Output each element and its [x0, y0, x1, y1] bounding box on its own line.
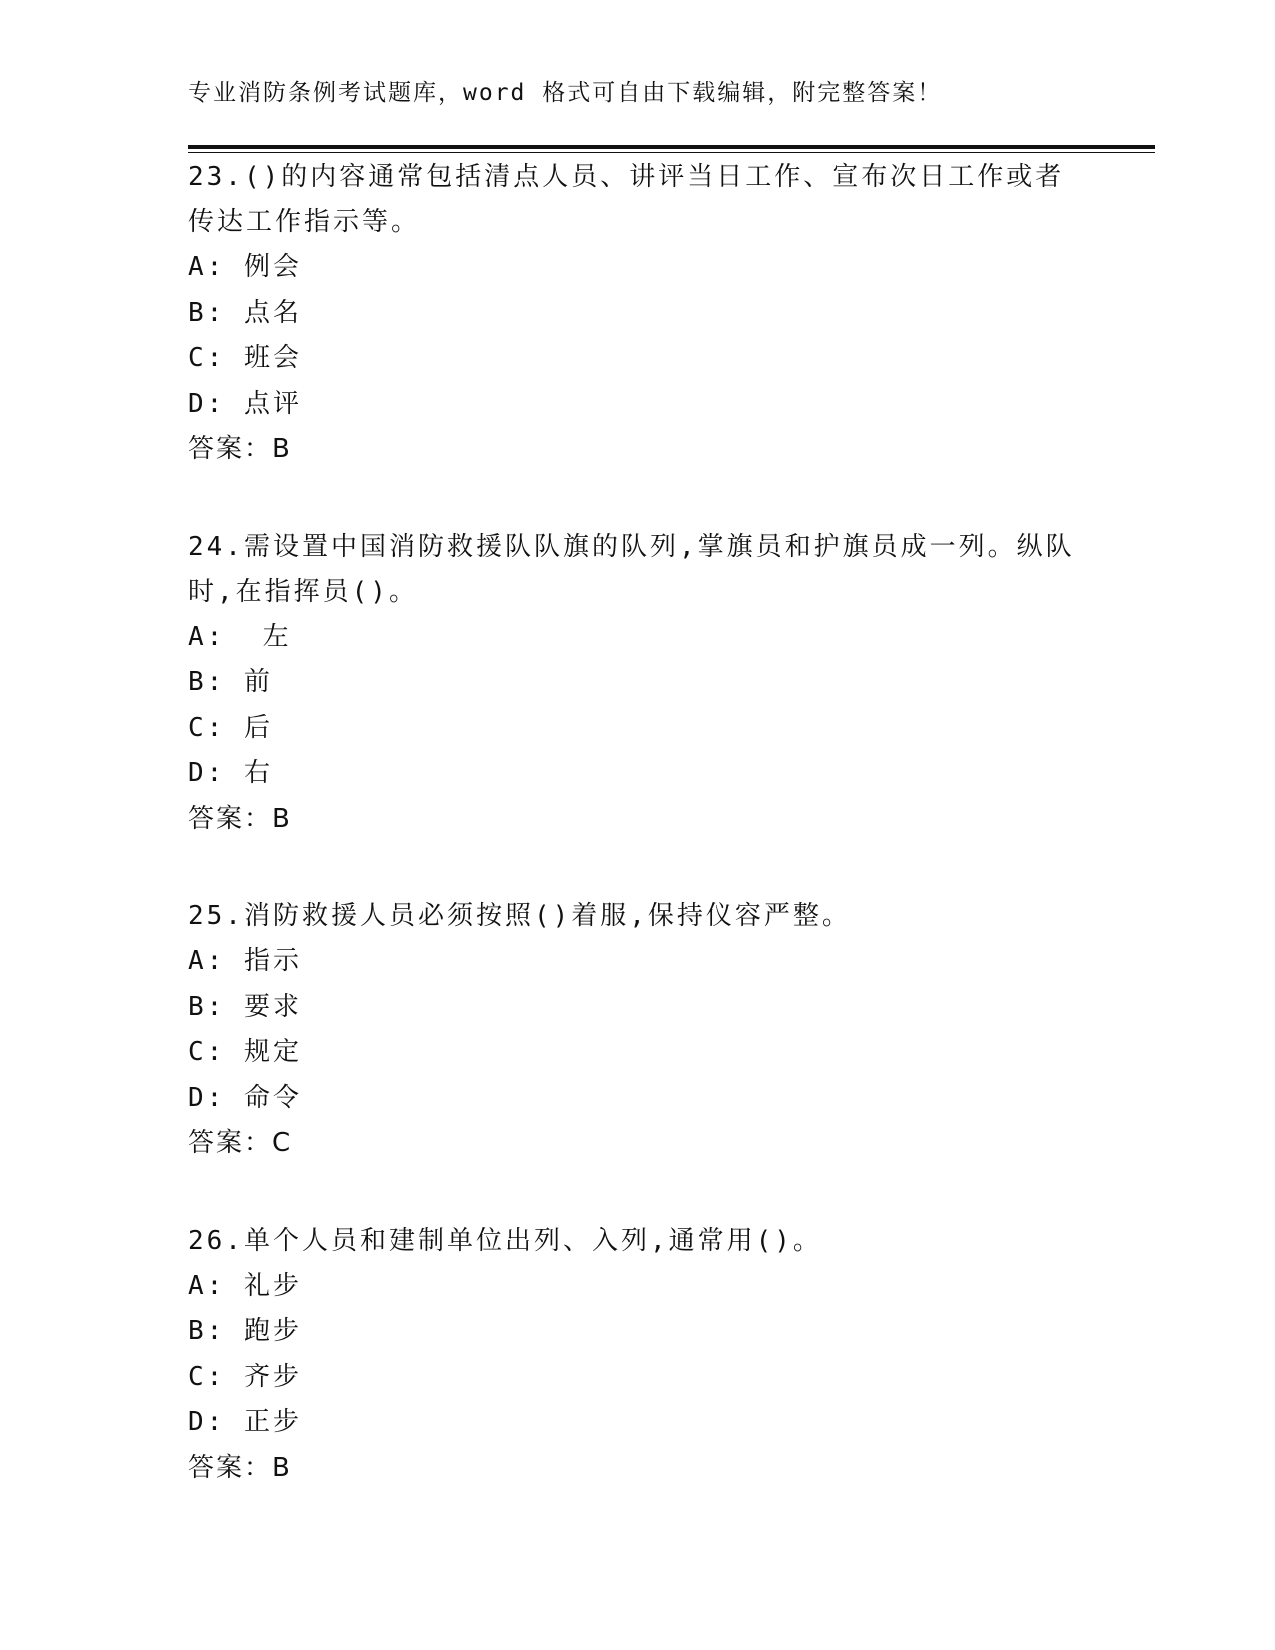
option-b: B: 要求: [188, 991, 302, 1022]
question-24: [188, 525, 1088, 843]
option-b: B: 跑步: [188, 1316, 302, 1346]
question-stem: 23.()的内容通常包括清点人员、讲评当日工作、宣布次日工作或者传达工作指示等。: [188, 162, 1065, 237]
option-c: C: 班会: [188, 343, 302, 373]
option-c: C: 后: [188, 712, 273, 743]
option-d: D: 命令: [188, 1082, 302, 1113]
option-b: B: 点名: [188, 297, 302, 328]
question-list: [188, 155, 1088, 1543]
option-a: A: 例会: [188, 252, 302, 282]
option-c: C: 齐步: [188, 1361, 302, 1392]
option-a: A: 礼步: [188, 1270, 302, 1301]
option-d: D: 右: [188, 758, 273, 788]
answer: 答案：B: [188, 434, 292, 464]
option-d: D: 正步: [188, 1407, 302, 1437]
question-25: [188, 894, 1088, 1167]
option-a: A: 指示: [188, 946, 302, 976]
option-a: A: 左: [188, 621, 292, 652]
page-header: 专业消防条例考试题库，word 格式可自由下载编辑，附完整答案！: [188, 80, 943, 106]
question-23: [188, 155, 1088, 473]
answer: 答案：B: [188, 803, 292, 834]
question-stem: 24.需设置中国消防救援队队旗的队列,掌旗员和护旗员成一列。纵队时,在指挥员()。: [188, 531, 1075, 607]
option-d: D: 点评: [188, 388, 302, 419]
question-stem: 25.消防救援人员必须按照()着服,保持仪容严整。: [188, 901, 851, 931]
question-26: [188, 1219, 1088, 1492]
question-stem: 26.单个人员和建制单位出列、入列,通常用()。: [188, 1225, 822, 1256]
answer: 答案：C: [188, 1128, 293, 1158]
header-rule-thin: [188, 152, 1155, 153]
option-b: B: 前: [188, 667, 273, 697]
answer: 答案：B: [188, 1452, 292, 1483]
header-rule-thick: [188, 145, 1155, 149]
option-c: C: 规定: [188, 1037, 302, 1067]
